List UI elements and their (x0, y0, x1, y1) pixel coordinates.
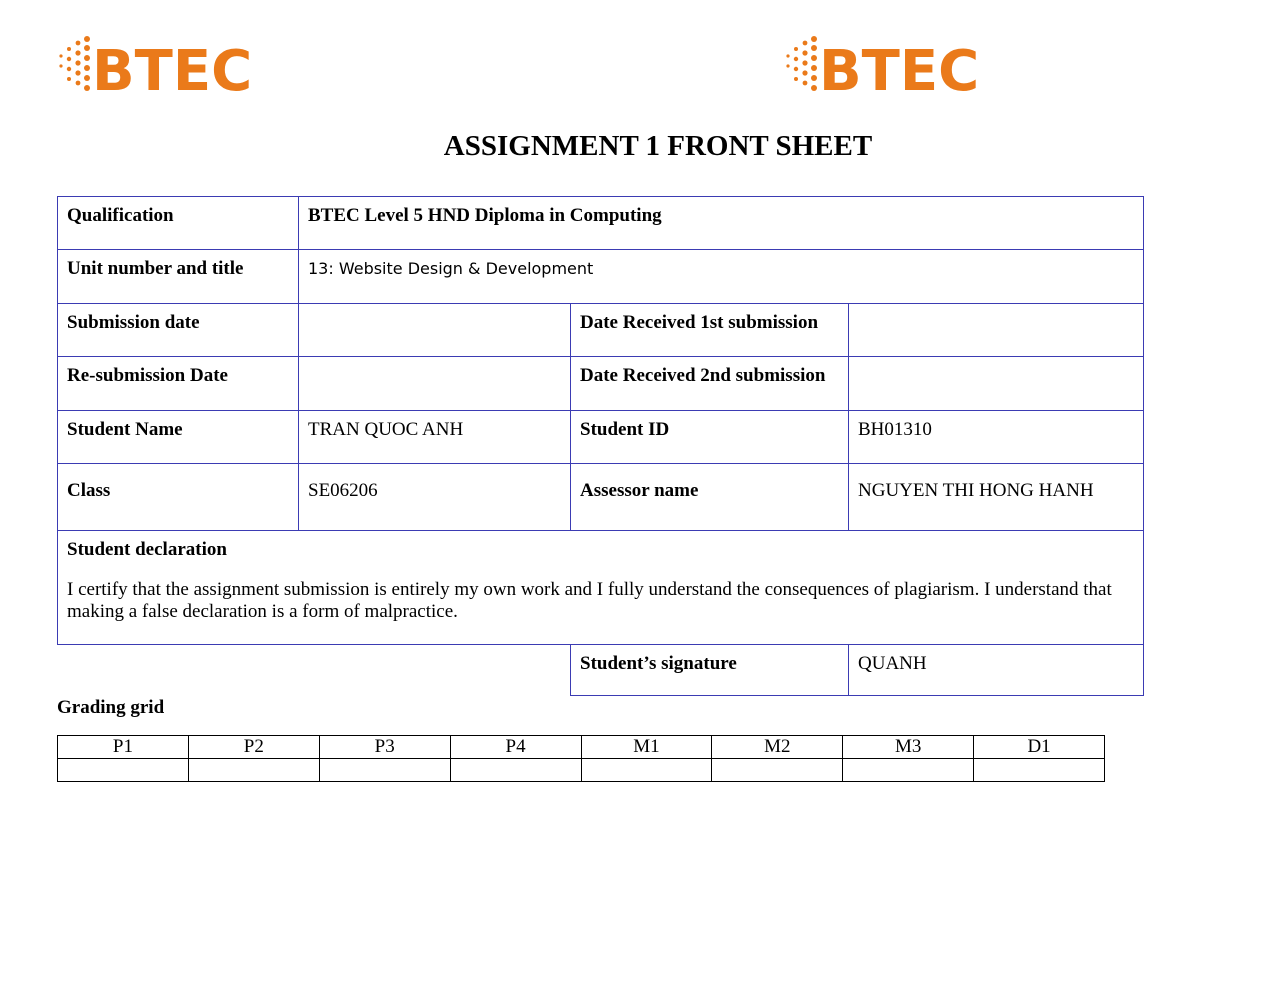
signature-value: QUANH (848, 644, 1144, 696)
date-received-2nd-value (848, 356, 1144, 411)
grade-header-m1: M1 (581, 736, 712, 759)
submission-date-value (298, 303, 571, 357)
student-declaration (57, 530, 1144, 645)
student-name-label: Student Name (57, 410, 299, 464)
logo-text: BTEC (819, 39, 980, 96)
grading-grid (57, 735, 1105, 782)
dots-graphic (59, 36, 90, 91)
page-title: ASSIGNMENT 1 FRONT SHEET (443, 130, 873, 162)
class-label: Class (57, 463, 299, 531)
qualification-label: Qualification (57, 196, 299, 250)
grade-header-m3: M3 (843, 736, 974, 759)
student-id-value: BH01310 (848, 410, 1144, 464)
grade-header-p3: P3 (319, 736, 450, 759)
btec-logo-left (56, 34, 256, 96)
grading-header-row (58, 736, 1105, 759)
resubmission-date-label: Re-submission Date (57, 356, 299, 411)
grade-cell-m1 (581, 759, 712, 782)
grade-cell-d1 (974, 759, 1105, 782)
grade-header-p2: P2 (188, 736, 319, 759)
date-received-1st-label: Date Received 1st submission (570, 303, 849, 357)
grading-value-row (58, 759, 1105, 782)
assessor-name-value: NGUYEN THI HONG HANH (848, 463, 1144, 531)
grading-grid-label: Grading grid (57, 697, 165, 718)
declaration-heading: Student declaration (67, 539, 227, 560)
grade-cell-m2 (712, 759, 843, 782)
student-id-label: Student ID (570, 410, 849, 464)
grade-header-p4: P4 (450, 736, 581, 759)
grade-cell-m3 (843, 759, 974, 782)
btec-logo-right (783, 34, 983, 96)
grade-header-m2: M2 (712, 736, 843, 759)
unit-label: Unit number and title (57, 249, 299, 304)
dots-graphic (786, 36, 817, 91)
grade-cell-p3 (319, 759, 450, 782)
class-value: SE06206 (298, 463, 571, 531)
date-received-1st-value (848, 303, 1144, 357)
grade-cell-p1 (58, 759, 189, 782)
qualification-value: BTEC Level 5 HND Diploma in Computing (298, 196, 1144, 250)
resubmission-date-value (298, 356, 571, 411)
assessor-name-label: Assessor name (570, 463, 849, 531)
unit-value: 13: Website Design & Development (298, 249, 1144, 304)
signature-label: Student’s signature (570, 644, 849, 696)
student-name-value: TRAN QUOC ANH (298, 410, 571, 464)
declaration-text: I certify that the assignment submission is entirely my own work and I fully understand the consequences of plagiarism. I understand that making a false declaration is a form of malpractice. (67, 579, 1112, 622)
grade-header-d1: D1 (974, 736, 1105, 759)
submission-date-label: Submission date (57, 303, 299, 357)
grade-cell-p4 (450, 759, 581, 782)
grade-header-p1: P1 (58, 736, 189, 759)
date-received-2nd-label: Date Received 2nd submission (570, 356, 849, 411)
grade-cell-p2 (188, 759, 319, 782)
logo-text: BTEC (92, 39, 253, 96)
